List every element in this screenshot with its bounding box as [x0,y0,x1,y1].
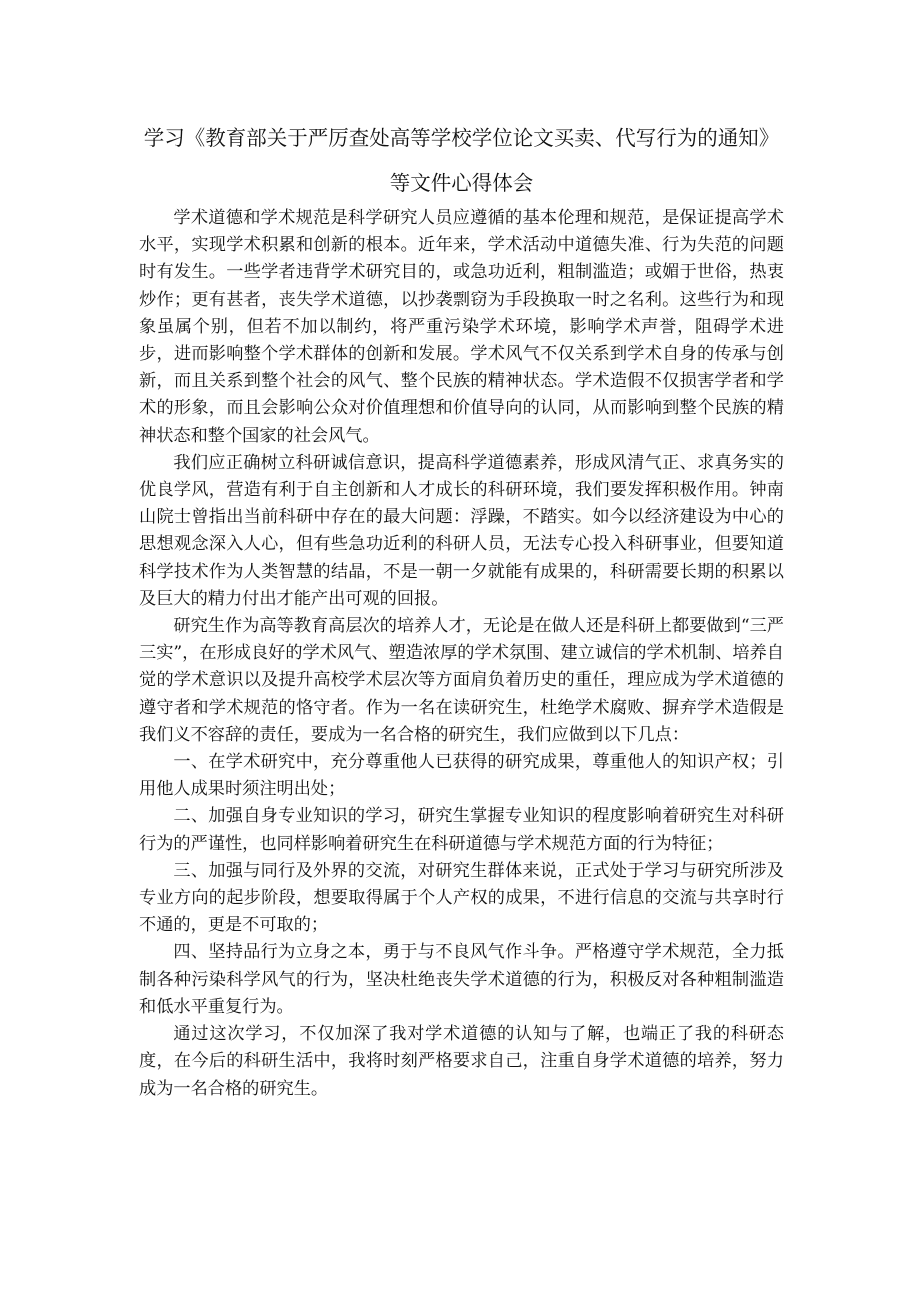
paragraph-graduate-responsibility: 研究生作为高等教育高层次的培养人才，无论是在做人还是科研上都要做到“三严三实”，在形成良好的学术风气、塑造浓厚的学术氛围、建立诚信的学术机制、培养自觉的学术意识以及提升高校学术层次等方面肩负着历史的重任，理应成为学术道德的遵守者和学术规范的恪守者。作为一名在读研究生，杜绝学术腐败、摒弃学术造假是我们义不容辞的责任，要成为一名合格的研究生，我们应做到以下几点： [139,616,784,745]
paragraph-conclusion: 通过这次学习，不仅加深了我对学术道德的认知与了解，也端正了我的科研态度，在今后的科研生活中，我将时刻严格要求自己，注重自身学术道德的培养，努力成为一名合格的研究生。 [139,1024,784,1099]
paragraph-research-integrity: 我们应正确树立科研诚信意识，提高科学道德素养，形成风清气正、求真务实的优良学风，营造有利于自主创新和人才成长的科研环境，我们要发挥积极作用。钟南山院士曾指出当前科研中存在的最大问题：浮躁，不踏实。如今以经济建设为中心的思想观念深入人心，但有些急功近利的科研人员，无法专心投入科研事业，但要知道科学技术作为人类智慧的结晶，不是一朝一夕就能有成果的，科研需要长期的积累以及巨大的精力付出才能产出可观的回报。 [139,452,784,609]
document-title-line-1: 学习《教育部关于严厉查处高等学校学位论文买卖、代写行为的通知》 [143,126,780,150]
document-text [139,205,784,1103]
document-title-line-2: 等文件心得体会 [389,171,534,195]
paragraph-academic-ethics: 学术道德和学术规范是科学研究人员应遵循的基本伦理和规范，是保证提高学术水平，实现学术积累和创新的根本。近年来，学术活动中道德失准、行为失范的问题时有发生。一些学者违背学术研究目的，或急功近利，粗制滥造；或媚于世俗，热衷炒作；更有甚者，丧失学术道德，以抄袭剽窃为手段换取一时之名利。这些行为和现象虽属个别，但若不加以制约，将严重污染学术环境，影响学术声誉，阻碍学术进步，进而影响整个学术群体的创新和发展。学术风气不仅关系到学术自身的传承与创新，而且关系到整个社会的风气、整个民族的精神状态。学术造假不仅损害学者和学术的形象，而且会影响公众对价值理想和价值导向的认同，从而影响到整个民族的精神状态和整个国家的社会风气。 [139,208,784,446]
paragraph-point-one: 一、在学术研究中，充分尊重他人已获得的研究成果，尊重他人的知识产权；引用他人成果时须注明出处； [139,752,784,800]
document-body [139,116,784,1103]
paragraph-point-four: 四、坚持品行为立身之本，勇于与不良风气作斗争。严格遵守学术规范，全力抵制各种污染科学风气的行为，坚决杜绝丧失学术道德的行为，积极反对各种粗制滥造和低水平重复行为。 [139,942,784,1017]
paragraph-point-three: 三、加强与同行及外界的交流，对研究生群体来说，正式处于学习与研究所涉及专业方向的起步阶段，想要取得属于个人产权的成果，不进行信息的交流与共享时行不通的，更是不可取的； [139,860,784,936]
paragraph-point-two: 二、加强自身专业知识的学习，研究生掌握专业知识的程度影响着研究生对科研行为的严谨性，也同样影响着研究生在科研道德与学术规范方面的行为特征； [139,806,784,854]
